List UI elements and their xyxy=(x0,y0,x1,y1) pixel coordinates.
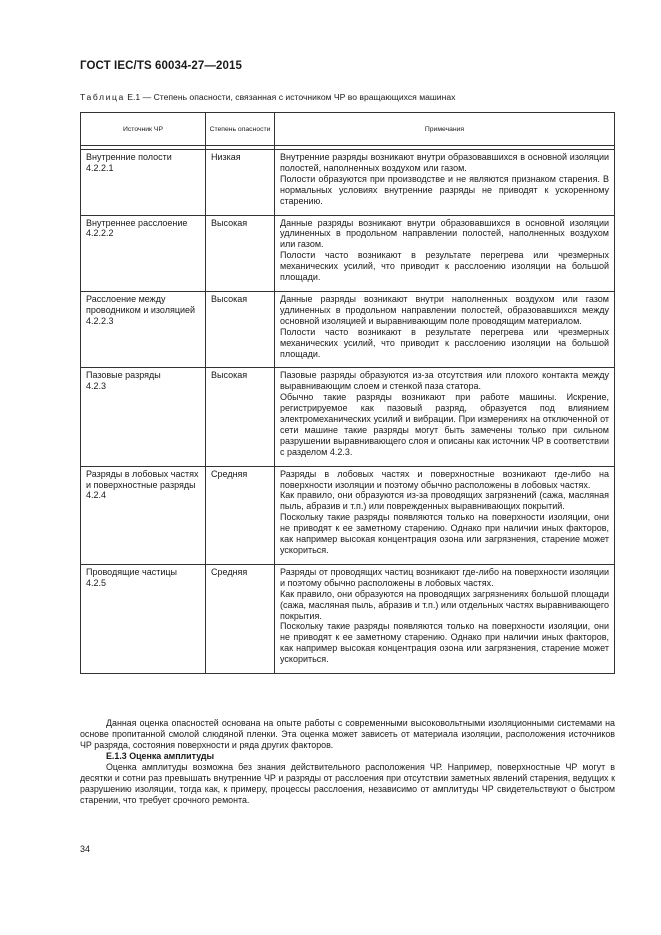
document-header: ГОСТ IEC/TS 60034-27—2015 xyxy=(80,60,242,72)
notes-cell xyxy=(275,215,615,291)
table-row xyxy=(81,564,615,673)
page-number: 34 xyxy=(80,844,91,854)
column-header-risk: Степень опасности xyxy=(206,113,275,146)
column-header-source: Источник ЧР xyxy=(81,113,206,146)
source-cell xyxy=(81,564,206,673)
table-caption-label: Таблица xyxy=(80,92,125,102)
note-paragraph: Пазовые разряды образуются из-за отсутствия или плохого контакта между выравнивающим слоем и стенкой паза статора. xyxy=(280,370,609,392)
note-paragraph: Полости образуются при производстве и не являются признаком старения. В нормальных условиях внутренние разряды не приводят к ускоренному старению. xyxy=(280,173,609,206)
table-row xyxy=(81,150,615,216)
note-paragraph: Полости часто возникают в результате перегрева или чрезмерных механических усилий, что приводит к расслоению изоляции на большой площади. xyxy=(280,250,609,283)
table-row xyxy=(81,368,615,466)
note-paragraph: Поскольку такие разряды появляются только на поверхности изоляции, они не приводят к ее заметному старению. Однако при наличии иных факторов, как например высокая концентрация озона или загрязнения, старение может ускориться. xyxy=(280,512,609,555)
note-paragraph: Разряды в лобовых частях и поверхностные возникают где-либо на поверхности изоляции и поэтому обычно расположены в лобовых частях. xyxy=(280,468,609,490)
source-name: Внутреннее расслоение xyxy=(86,217,188,228)
note-paragraph: Данные разряды возникают внутри наполненных воздухом или газом удлиненных в продольном направлении полостей, образовавшихся между основной изоляцией и выравнивающим поле проводящим материалом. xyxy=(280,293,609,326)
risk-cell: Высокая xyxy=(206,215,275,291)
source-clause: 4.2.2.2 xyxy=(86,228,114,239)
notes-cell xyxy=(275,466,615,564)
table-row xyxy=(81,466,615,564)
source-name: Проводящие частицы xyxy=(86,566,177,577)
table-row xyxy=(81,291,615,367)
source-clause: 4.2.4 xyxy=(86,490,107,501)
source-name: Пазовые разряды xyxy=(86,370,161,381)
body-paragraph: Данная оценка опасностей основана на опыте работы с современными высоковольтными изоляционными системами на основе пропитанной смолой слюдяной пленки. Эта оценка может зависеть от материала изоляции, расположения источников ЧР разряда, состояния поверхности и ряда других факторов. xyxy=(80,718,615,750)
note-paragraph: Как правило, они образуются из-за проводящих загрязнений (сажа, масляная пыль, абразив и т.п.) или поврежденных выравнивающих покрытий. xyxy=(280,490,609,512)
note-paragraph: Внутренние разряды возникают внутри образовавшихся в основной изоляции полостей, наполненных воздухом или газом. xyxy=(280,152,609,173)
source-clause: 4.2.3 xyxy=(86,381,107,392)
note-paragraph: Полости часто возникают в результате перегрева или чрезмерных механических усилий, что приводит к расслоению изоляции на большой площади. xyxy=(280,326,609,359)
risk-cell: Средняя xyxy=(206,564,275,673)
body-text xyxy=(80,718,615,806)
risk-cell: Низкая xyxy=(206,150,275,216)
source-clause: 4.2.2.1 xyxy=(86,162,114,173)
table-caption-text: Е.1 — Степень опасности, связанная с источником ЧР во вращающихся машинах xyxy=(127,92,456,102)
notes-cell xyxy=(275,291,615,367)
risk-cell: Средняя xyxy=(206,466,275,564)
source-cell xyxy=(81,368,206,466)
table-caption xyxy=(80,92,620,102)
source-clause: 4.2.5 xyxy=(86,577,107,588)
note-paragraph: Обычно такие разряды возникают при работе машины. Искрение, регистрируемое как пазовый разряд, образуется под влиянием электромеханических усилий и вибрации. При измерениях на отключенной от сети машине такие разряды могут быть замечены только при сильном разрушении выравнивающего слоя и описаны как источник ЧР в соответствии с разделом 4.2.3. xyxy=(280,392,609,457)
source-cell xyxy=(81,215,206,291)
hazard-table xyxy=(80,112,615,674)
source-name: Разряды в лобовых частях и поверхностные разряды xyxy=(86,468,199,490)
note-paragraph: Как правило, они образуются на проводящих загрязнениях большой площади (сажа, масляная пыль, абразив и т.п.) или отдельных частях выравнивающего покрытия. xyxy=(280,588,609,621)
source-name: Расслоение между проводником и изоляцией xyxy=(86,293,196,315)
risk-cell: Высокая xyxy=(206,368,275,466)
note-paragraph: Поскольку такие разряды появляются только на поверхности изоляции, они не приводят к ее заметному старению. Однако при наличии иных факторов, как например высокая концентрация озона или загрязнения, старение может ускориться. xyxy=(280,621,609,665)
section-heading: Е.1.3 Оценка амплитуды xyxy=(106,751,215,761)
column-header-notes: Примечания xyxy=(275,113,615,146)
body-paragraph: Оценка амплитуды возможна без знания действительного расположения ЧР. Например, поверхностные ЧР могут в десятки и сотни раз превышать внутренние ЧР и разряды от расслоения при отсутствии заметных явлений старения, ведущих к разрушению изоляции, тогда как, к примеру, процессы расслоения, независимо от амплитуды ЧР свидетельствуют о быстром старении, что требует срочного ремонта. xyxy=(80,762,615,805)
risk-cell: Высокая xyxy=(206,291,275,367)
note-paragraph: Разряды от проводящих частиц возникают где-либо на поверхности изоляции и поэтому обычно расположены в лобовых частях. xyxy=(280,566,609,588)
source-cell xyxy=(81,291,206,367)
source-cell xyxy=(81,150,206,216)
notes-cell xyxy=(275,564,615,673)
table-row xyxy=(81,215,615,291)
source-clause: 4.2.2.3 xyxy=(86,315,114,326)
notes-cell xyxy=(275,368,615,466)
source-name: Внутренние полости xyxy=(86,152,172,162)
source-cell xyxy=(81,466,206,564)
notes-cell xyxy=(275,150,615,216)
note-paragraph: Данные разряды возникают внутри образовавшихся в основной изоляции удлиненных в продольном направлении полостей, наполненных воздухом или газом. xyxy=(280,217,609,250)
